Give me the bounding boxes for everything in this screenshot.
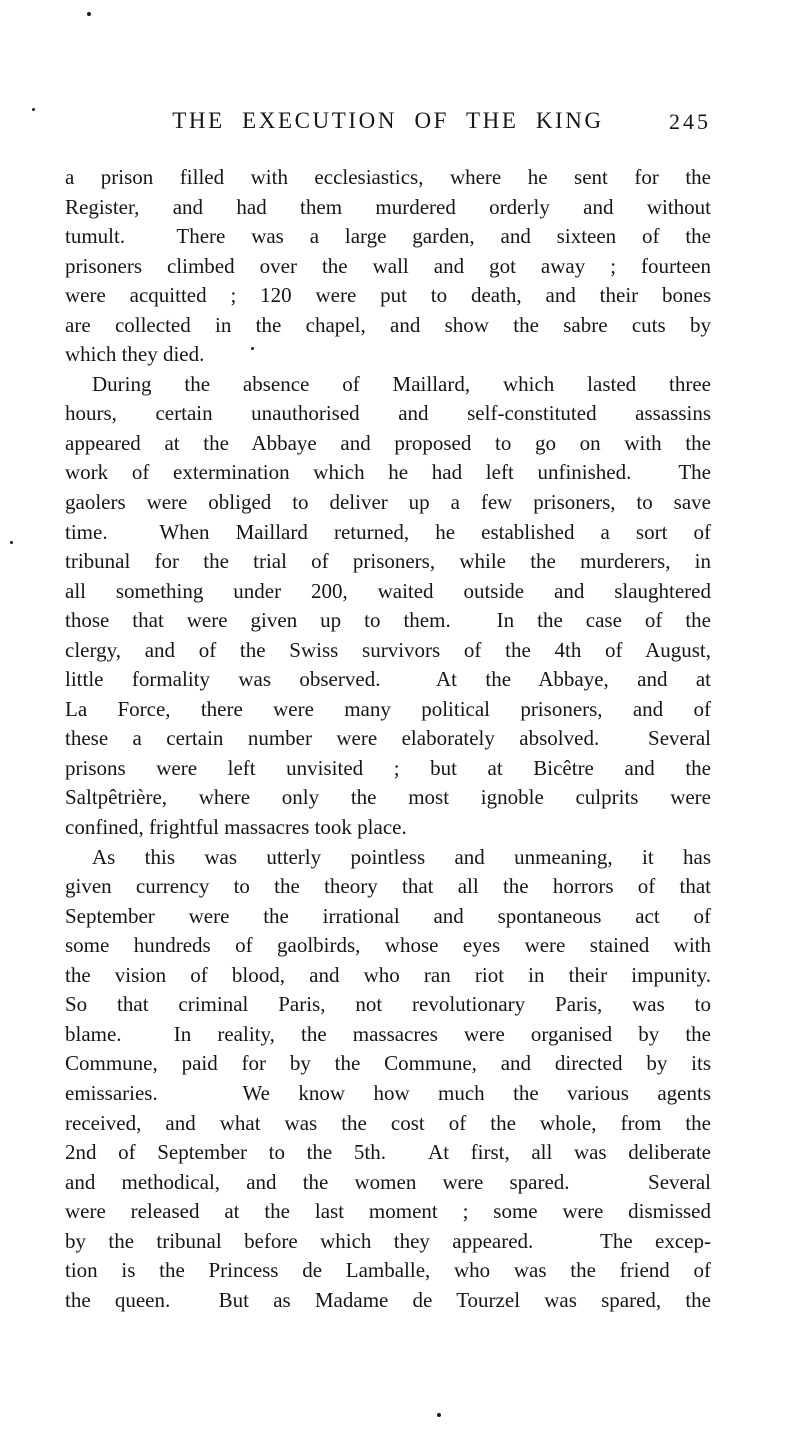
text-line: received, and what was the cost of the whole, from the [65, 1110, 711, 1135]
paragraph [65, 370, 711, 843]
scan-speck [10, 541, 13, 544]
paragraph [65, 843, 711, 1316]
scan-speck [87, 12, 91, 16]
text-line: are collected in the chapel, and show the sabre cuts by [65, 312, 711, 337]
text-line: 2nd of September to the 5th. At first, all was deliberate [65, 1140, 711, 1165]
text-line: tumult. There was a large garden, and sixteen of the [65, 224, 711, 249]
text-line: blame. In reality, the massacres were organised by the [65, 1021, 711, 1046]
text-line: and methodical, and the women were spared. Several [65, 1169, 711, 1194]
text-line: work of extermination which he had left unfinished. The [65, 460, 711, 485]
page-body [65, 163, 711, 1315]
text-line: prisons were left unvisited ; but at Bicêtre and the [65, 755, 711, 780]
text-line: these a certain number were elaborately absolved. Several [65, 726, 711, 751]
text-line: given currency to the theory that all the horrors of that [65, 874, 711, 899]
text-line: tion is the Princess de Lamballe, who was the friend of [65, 1258, 711, 1283]
text-line: those that were given up to them. In the case of the [65, 608, 711, 633]
scan-speck [32, 108, 35, 111]
text-line: hours, certain unauthorised and self-constituted assassins [65, 401, 711, 426]
scan-speck [437, 1413, 441, 1417]
text-line: which they died. [65, 342, 205, 367]
text-line: prisoners climbed over the wall and got away ; fourteen [65, 253, 711, 278]
text-line: were acquitted ; 120 were put to death, and their bones [65, 283, 711, 308]
text-line: gaolers were obliged to deliver up a few prisoners, to save [65, 490, 711, 515]
running-head-title: THE EXECUTION OF THE KING [172, 108, 604, 133]
text-line: little formality was observed. At the Abbaye, and at [65, 667, 711, 692]
text-line: appeared at the Abbaye and proposed to go on with the [65, 430, 711, 455]
text-line: Saltpêtrière, where only the most ignoble culprits were [65, 785, 711, 810]
text-line: were released at the last moment ; some were dismissed [65, 1199, 711, 1224]
text-line: During the absence of Maillard, which lasted three [92, 371, 711, 396]
running-head [65, 108, 711, 142]
text-line: by the tribunal before which they appeared. The excep- [65, 1228, 711, 1253]
text-line: Register, and had them murdered orderly and without [65, 194, 711, 219]
paragraph [65, 163, 711, 370]
page-number: 245 [669, 109, 711, 134]
text-line: La Force, there were many political prisoners, and of [65, 696, 711, 721]
scan-speck [251, 347, 254, 350]
text-line: September were the irrational and spontaneous act of [65, 903, 711, 928]
text-line: all something under 200, waited outside and slaughtered [65, 578, 711, 603]
text-line: the vision of blood, and who ran riot in their impunity. [65, 962, 711, 987]
text-line: Commune, paid for by the Commune, and directed by its [65, 1051, 711, 1076]
text-line: clergy, and of the Swiss survivors of the 4th of August, [65, 637, 711, 662]
text-line: confined, frightful massacres took place. [65, 815, 407, 840]
text-line: a prison filled with ecclesiastics, where he sent for the [65, 165, 711, 189]
text-line: some hundreds of gaolbirds, whose eyes were stained with [65, 933, 711, 958]
text-line: the queen. But as Madame de Tourzel was spared, the [65, 1287, 711, 1312]
text-line: As this was utterly pointless and unmeaning, it has [92, 844, 711, 869]
text-line: So that criminal Paris, not revolutionary Paris, was to [65, 992, 711, 1017]
text-line: tribunal for the trial of prisoners, while the murderers, in [65, 549, 711, 574]
text-line: time. When Maillard returned, he established a sort of [65, 519, 711, 544]
text-line: emissaries. We know how much the various agents [65, 1080, 711, 1105]
